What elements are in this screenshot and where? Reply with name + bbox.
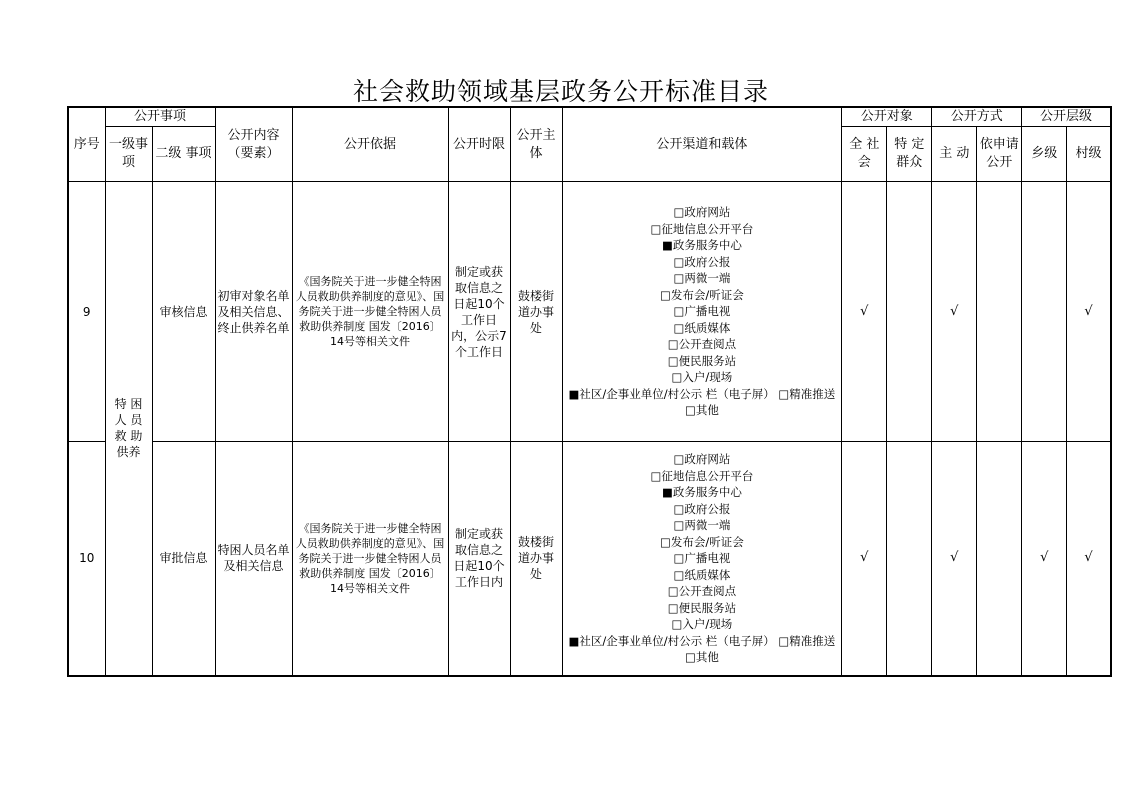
- header-mode-apply: 依申请公开: [977, 127, 1022, 182]
- channel-item: □公开查阅点: [667, 584, 737, 598]
- level1-item: 特 困 人 员 救 助 供养: [105, 182, 152, 676]
- channel-item: □发布会/听证会: [660, 534, 744, 549]
- row-subject: 鼓楼街道办事处: [510, 442, 562, 676]
- row-level-township: √: [1022, 442, 1067, 676]
- channel-item: ■政务服务中心: [661, 485, 742, 499]
- row-time-limit: 制定或获取信息之日起10个工作日内: [448, 442, 510, 676]
- row-basis: 《国务院关于进一步健全特困人员救助供养制度的意见》、国务院关于进一步健全特困人员救助供养制度 国发〔2016〕14号等相关文件: [292, 442, 448, 676]
- row-target-specific: [887, 182, 932, 442]
- channel-item: □政府网站: [673, 452, 731, 466]
- channel-item: □便民服务站: [667, 600, 737, 615]
- header-mode-active: 主 动: [932, 127, 977, 182]
- channel-item: □政府网站: [673, 205, 731, 220]
- channel-item: ■政务服务中心: [661, 238, 742, 253]
- header-basis: 公开依据: [292, 107, 448, 182]
- channel-item: □征地信息公开平台: [650, 221, 754, 236]
- channel-item: ■社区/企事业单位/村公示 栏（电子屏） □精准推送: [568, 633, 836, 648]
- page-title: 社会救助领域基层政务公开标准目录: [352, 77, 769, 106]
- row-level-village: √: [1067, 182, 1111, 442]
- channel-item: □便民服务站: [667, 353, 737, 368]
- header-subject: 公开主体: [510, 107, 562, 182]
- header-level2: 二级 事项: [152, 127, 215, 182]
- table-row: [68, 442, 1111, 676]
- row-mode-active: √: [932, 442, 977, 676]
- header-level-group: 公开层级: [1022, 107, 1111, 127]
- row-seq: 9: [68, 182, 105, 442]
- row-subject: 鼓楼街道办事处: [510, 182, 562, 442]
- channel-item: □政府公报: [673, 254, 731, 269]
- header-level-township: 乡级: [1022, 127, 1067, 182]
- header-mode-group: 公开方式: [932, 107, 1022, 127]
- channel-item: □两微一端: [673, 518, 731, 532]
- header-seq: 序号: [68, 107, 105, 182]
- row-channels: [562, 182, 842, 442]
- row-target-all: √: [842, 442, 887, 676]
- row-content: 初审对象名单及相关信息、终止供养名单: [215, 182, 292, 442]
- channel-item: □入户/现场: [671, 617, 733, 631]
- header-target-all: 全 社 会: [842, 127, 887, 182]
- channel-item: □广播电视: [673, 304, 731, 319]
- row-mode-apply: [977, 182, 1022, 442]
- row-content: 特困人员名单及相关信息: [215, 442, 292, 676]
- channel-item: □入户/现场: [671, 370, 733, 385]
- channel-item: □广播电视: [673, 551, 731, 565]
- channel-item: □其他: [684, 403, 719, 418]
- channel-item: □纸质媒体: [673, 320, 731, 335]
- channel-item: □纸质媒体: [673, 567, 731, 582]
- header-items-group: 公开事项: [105, 107, 215, 127]
- header-level-village: 村级: [1067, 127, 1111, 182]
- disclosure-catalog-table: [67, 106, 1112, 677]
- channel-item: □政府公报: [673, 501, 731, 516]
- row-target-all: √: [842, 182, 887, 442]
- row-level2: 审批信息: [152, 442, 215, 676]
- row-level-township: [1022, 182, 1067, 442]
- row-channels: [562, 442, 842, 676]
- channel-item: ■社区/企事业单位/村公示 栏（电子屏） □精准推送: [568, 386, 836, 401]
- row-basis: 《国务院关于进一步健全特困人员救助供养制度的意见》、国务院关于进一步健全特困人员救助供养制度 国发〔2016〕14号等相关文件: [292, 182, 448, 442]
- header-channel: 公开渠道和载体: [562, 107, 842, 182]
- row-mode-active: √: [932, 182, 977, 442]
- row-seq: 10: [68, 442, 105, 676]
- table-row: [68, 182, 1111, 442]
- row-target-specific: [887, 442, 932, 676]
- header-time-limit: 公开时限: [448, 107, 510, 182]
- channel-item: □两微一端: [673, 271, 731, 286]
- row-level2: 审核信息: [152, 182, 215, 442]
- header-target-specific: 特 定 群众: [887, 127, 932, 182]
- header-level1: 一级事项: [105, 127, 152, 182]
- row-time-limit: 制定或获取信息之日起10个工作日内，公示7个工作日: [448, 182, 510, 442]
- channel-item: □发布会/听证会: [660, 287, 744, 302]
- channel-item: □公开查阅点: [667, 337, 737, 352]
- channel-item: □征地信息公开平台: [650, 468, 754, 483]
- header-content: 公开内容（要素）: [215, 107, 292, 182]
- header-target-group: 公开对象: [842, 107, 932, 127]
- channel-item: □其他: [684, 650, 719, 664]
- row-level-village: √: [1067, 442, 1111, 676]
- row-mode-apply: [977, 442, 1022, 676]
